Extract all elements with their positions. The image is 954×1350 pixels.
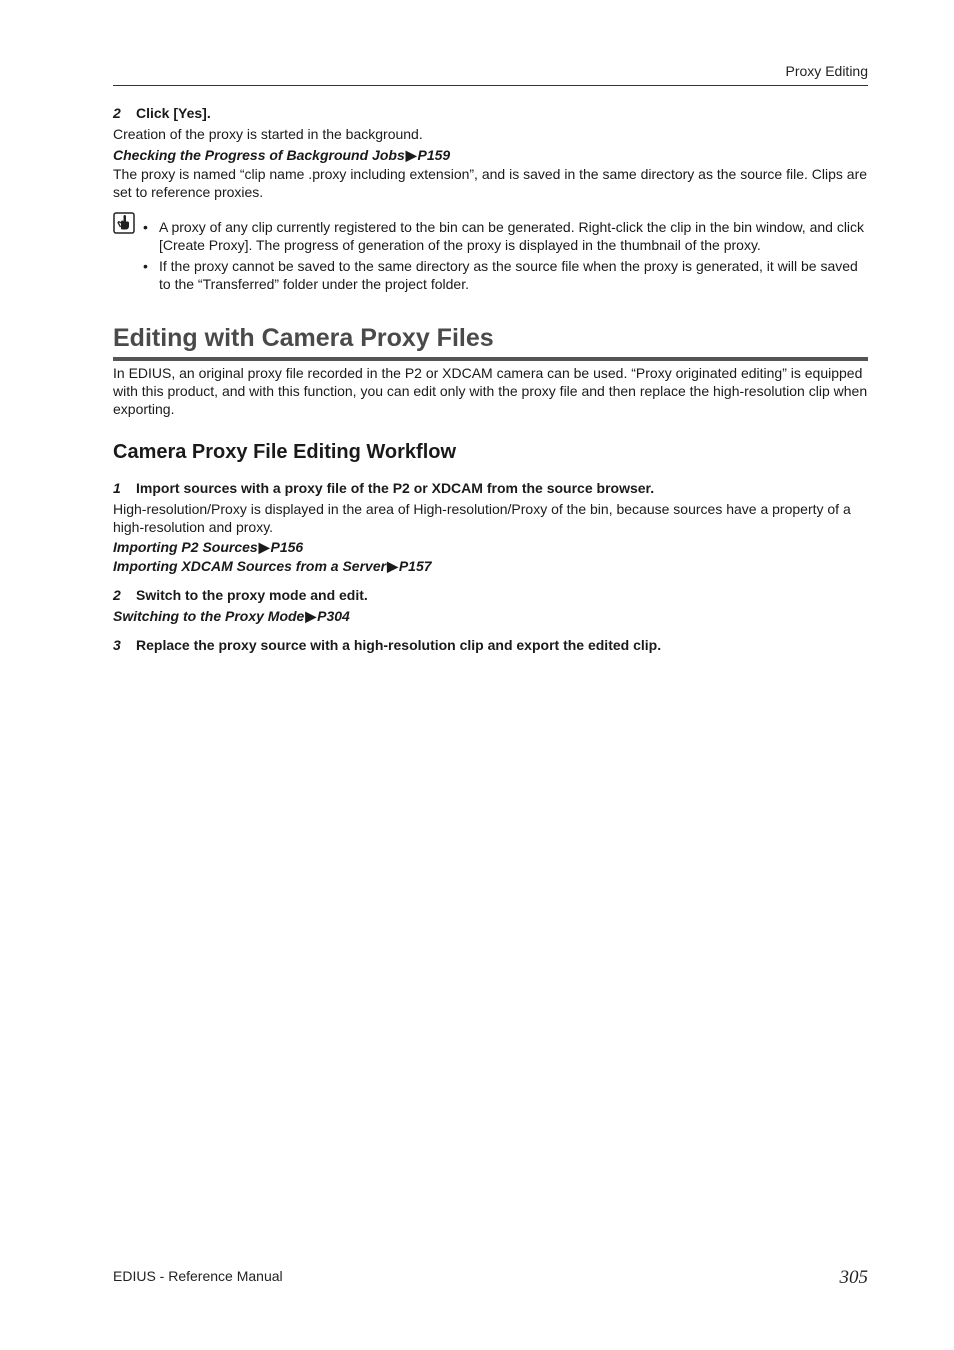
section-title: Editing with Camera Proxy Files xyxy=(113,322,868,361)
running-header: Proxy Editing xyxy=(785,63,868,79)
footer-manual-title: EDIUS - Reference Manual xyxy=(113,1268,283,1284)
arrow-right-icon: ▶ xyxy=(258,539,270,555)
note-item: • If the proxy cannot be saved to the same directory as the source file when the proxy is generated, it will be saved to the “Transferred” folder under the project folder. xyxy=(143,258,858,292)
arrow-right-icon: ▶ xyxy=(405,147,417,163)
xref-text[interactable]: Checking the Progress of Background Jobs xyxy=(113,147,405,163)
workflow-step-2 xyxy=(113,586,868,604)
header-rule xyxy=(113,85,868,86)
workflow-step-3 xyxy=(113,636,868,654)
xref-text[interactable]: Importing P2 Sources xyxy=(113,539,258,555)
xref-background-jobs[interactable] xyxy=(113,146,868,164)
subsection-title: Camera Proxy File Editing Workflow xyxy=(113,441,457,463)
step-text: Replace the proxy source with a high-resolution clip and export the edited clip. xyxy=(136,637,662,653)
footer-page-number: 305 xyxy=(839,1267,868,1288)
xref-importing-xdcam[interactable] xyxy=(113,557,868,575)
workflow-step-1-description: High-resolution/Proxy is displayed in the area of High-resolution/Proxy of the bin, because sources have a property of a high-resolution and proxy. xyxy=(113,501,851,535)
arrow-right-icon: ▶ xyxy=(387,558,398,574)
hand-pointing-icon xyxy=(113,212,135,234)
proxy-started-text: Creation of the proxy is started in the background. xyxy=(113,126,423,142)
xref-page[interactable]: P156 xyxy=(270,539,304,555)
bullet-icon: • xyxy=(143,258,148,274)
step-text: Import sources with a proxy file of the P2 or XDCAM from the source browser. xyxy=(136,480,655,496)
step-number: 1 xyxy=(113,480,121,496)
xref-importing-p2[interactable] xyxy=(113,538,868,556)
step-text: Click [Yes]. xyxy=(136,105,211,121)
step-text: Switch to the proxy mode and edit. xyxy=(136,587,368,603)
note-item: • A proxy of any clip currently registered to the bin can be generated. Right-click the clip in the bin window, and click [Create Proxy]. The progress of generation of the proxy is displayed in the thumbnail of the proxy. xyxy=(143,219,865,253)
xref-page[interactable]: P304 xyxy=(317,608,350,624)
xref-proxy-mode[interactable] xyxy=(113,607,868,625)
step-click-yes xyxy=(113,104,868,122)
section-intro: In EDIUS, an original proxy file recorded in the P2 or XDCAM camera can be used. “Proxy originated editing” is equipped with this product, and with this function, you can edit only with the proxy file and then replace the high-resolution clip when exporting. xyxy=(113,365,868,417)
step-number: 2 xyxy=(113,105,121,121)
xref-page[interactable]: P159 xyxy=(417,147,451,163)
notes-list xyxy=(143,218,868,296)
xref-page[interactable]: P157 xyxy=(398,558,432,574)
proxy-named-text: The proxy is named “clip name .proxy including extension”, and is saved in the same directory as the source file. Clips are set to reference proxies. xyxy=(113,166,868,200)
arrow-right-icon: ▶ xyxy=(305,608,317,624)
xref-text[interactable]: Switching to the Proxy Mode xyxy=(113,608,305,624)
step-number: 3 xyxy=(113,637,121,653)
workflow-step-1 xyxy=(113,479,868,497)
step-number: 2 xyxy=(113,587,121,603)
bullet-icon: • xyxy=(143,219,148,235)
xref-text[interactable]: Importing XDCAM Sources from a Server xyxy=(113,558,387,574)
